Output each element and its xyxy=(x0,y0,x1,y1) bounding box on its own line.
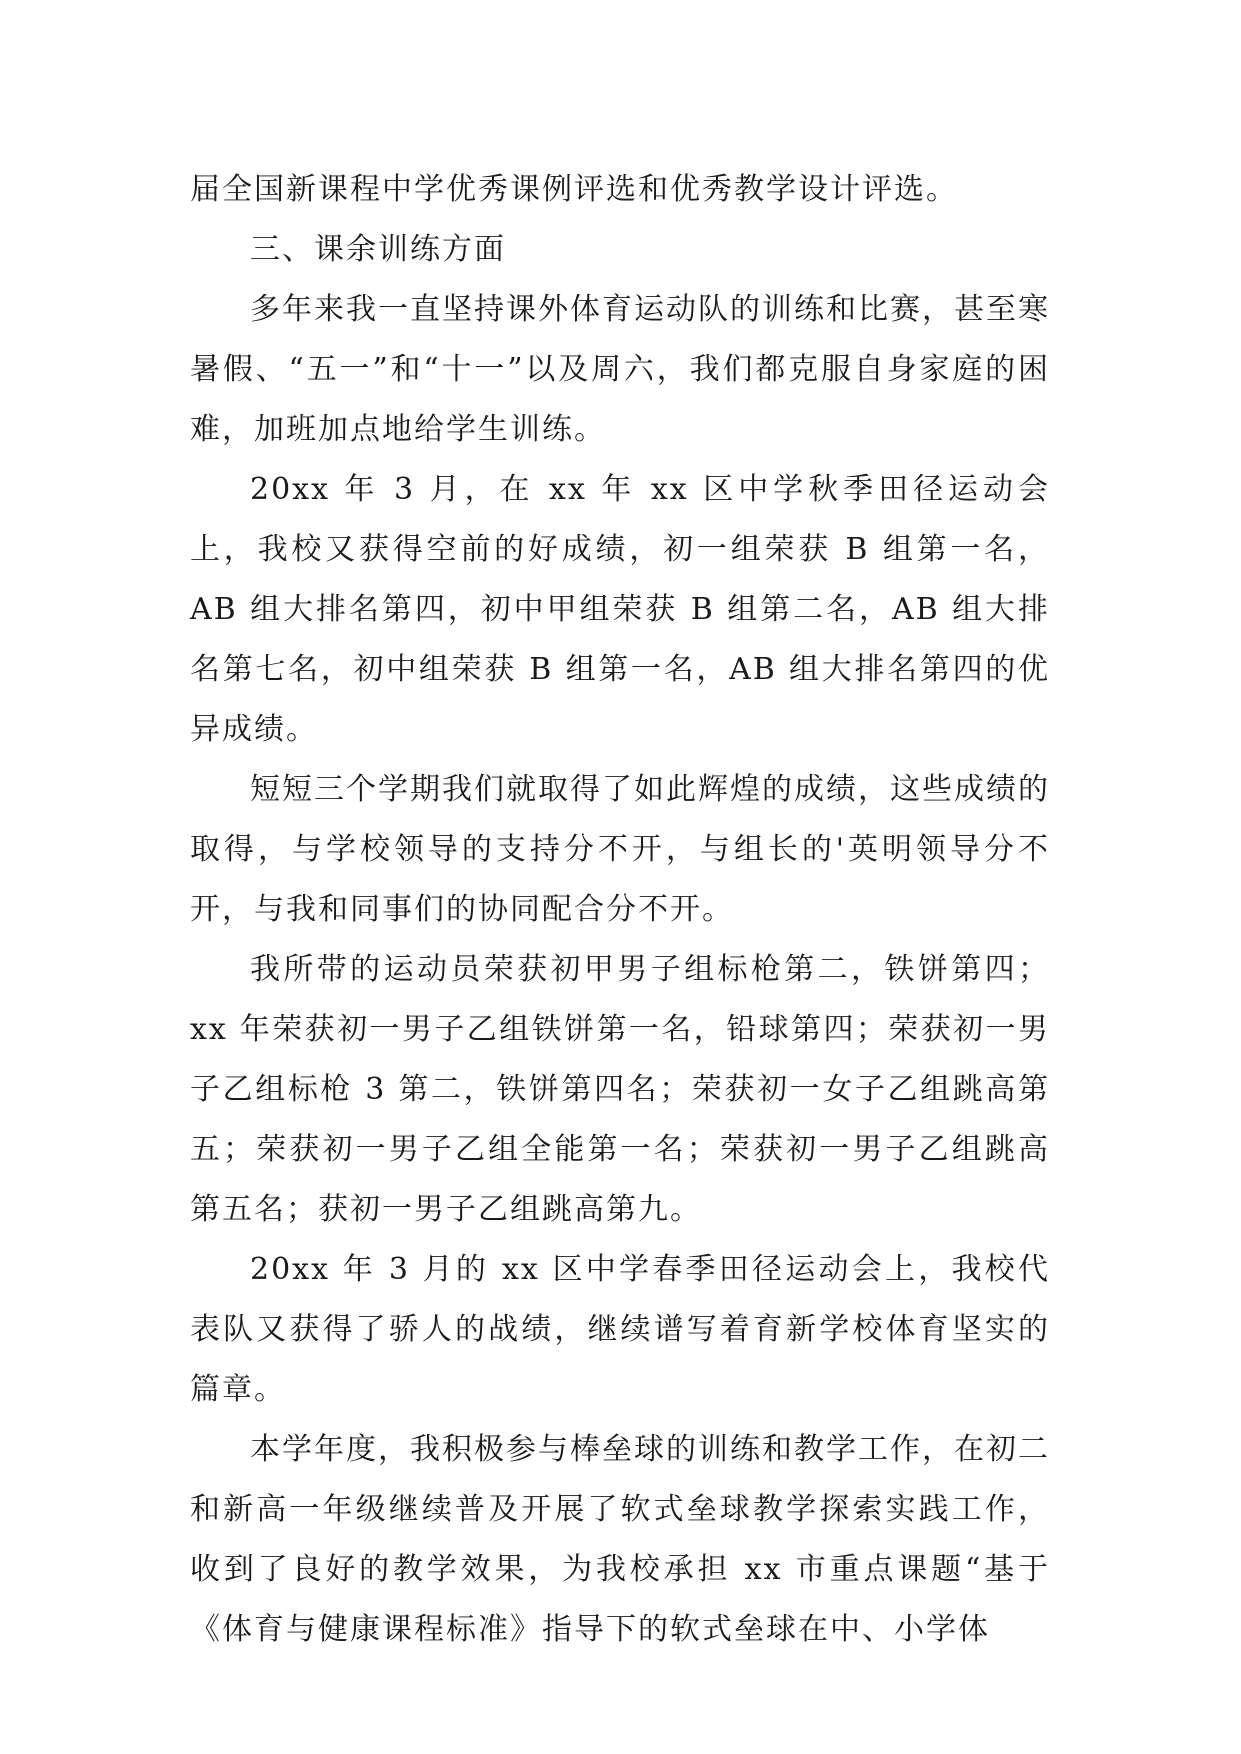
section-heading: 三、课余训练方面 xyxy=(250,232,506,267)
paragraph: 本学年度，我积极参与棒垒球的训练和教学工作，在初二和新高一年级继续普及开展了软式垒球教学探索实践工作，收到了良好的教学效果，为我校承担 xx 市重点课题“基于《体育与健康课程标准》指导下的软式垒球在中、小学体 xyxy=(190,1432,1050,1647)
paragraph-continuation: 届全国新课程中学优秀课例评选和优秀教学设计评选。 xyxy=(190,172,958,207)
paragraph: 我所带的运动员荣获初甲男子组标枪第二，铁饼第四；xx 年荣获初一男子乙组铁饼第一名，铅球第四；荣获初一男子乙组标枪 3 第二，铁饼第四名；荣获初一女子乙组跳高第五；荣获初一男子乙组全能第一名；荣获初一男子乙组跳高第五名；获初一男子乙组跳高第九。 xyxy=(190,952,1050,1227)
paragraph: 20xx 年 3 月，在 xx 年 xx 区中学秋季田径运动会上，我校又获得空前的好成绩，初一组荣获 B 组第一名，AB 组大排名第四，初中甲组荣获 B 组第二名，AB 组大排名第七名，初中组荣获 B 组第一名，AB 组大排名第四的优异成绩。 xyxy=(190,472,1050,747)
paragraph: 短短三个学期我们就取得了如此辉煌的成绩，这些成绩的取得，与学校领导的支持分不开，与组长的'英明领导分不开，与我和同事们的协同配合分不开。 xyxy=(190,772,1050,927)
paragraph: 20xx 年 3 月的 xx 区中学春季田径运动会上，我校代表队又获得了骄人的战绩，继续谱写着育新学校体育坚实的篇章。 xyxy=(190,1252,1050,1407)
document-body xyxy=(190,160,1050,1660)
paragraph: 多年来我一直坚持课外体育运动队的训练和比赛，甚至寒暑假、“五一”和“十一”以及周六，我们都克服自身家庭的困难，加班加点地给学生训练。 xyxy=(190,292,1050,447)
